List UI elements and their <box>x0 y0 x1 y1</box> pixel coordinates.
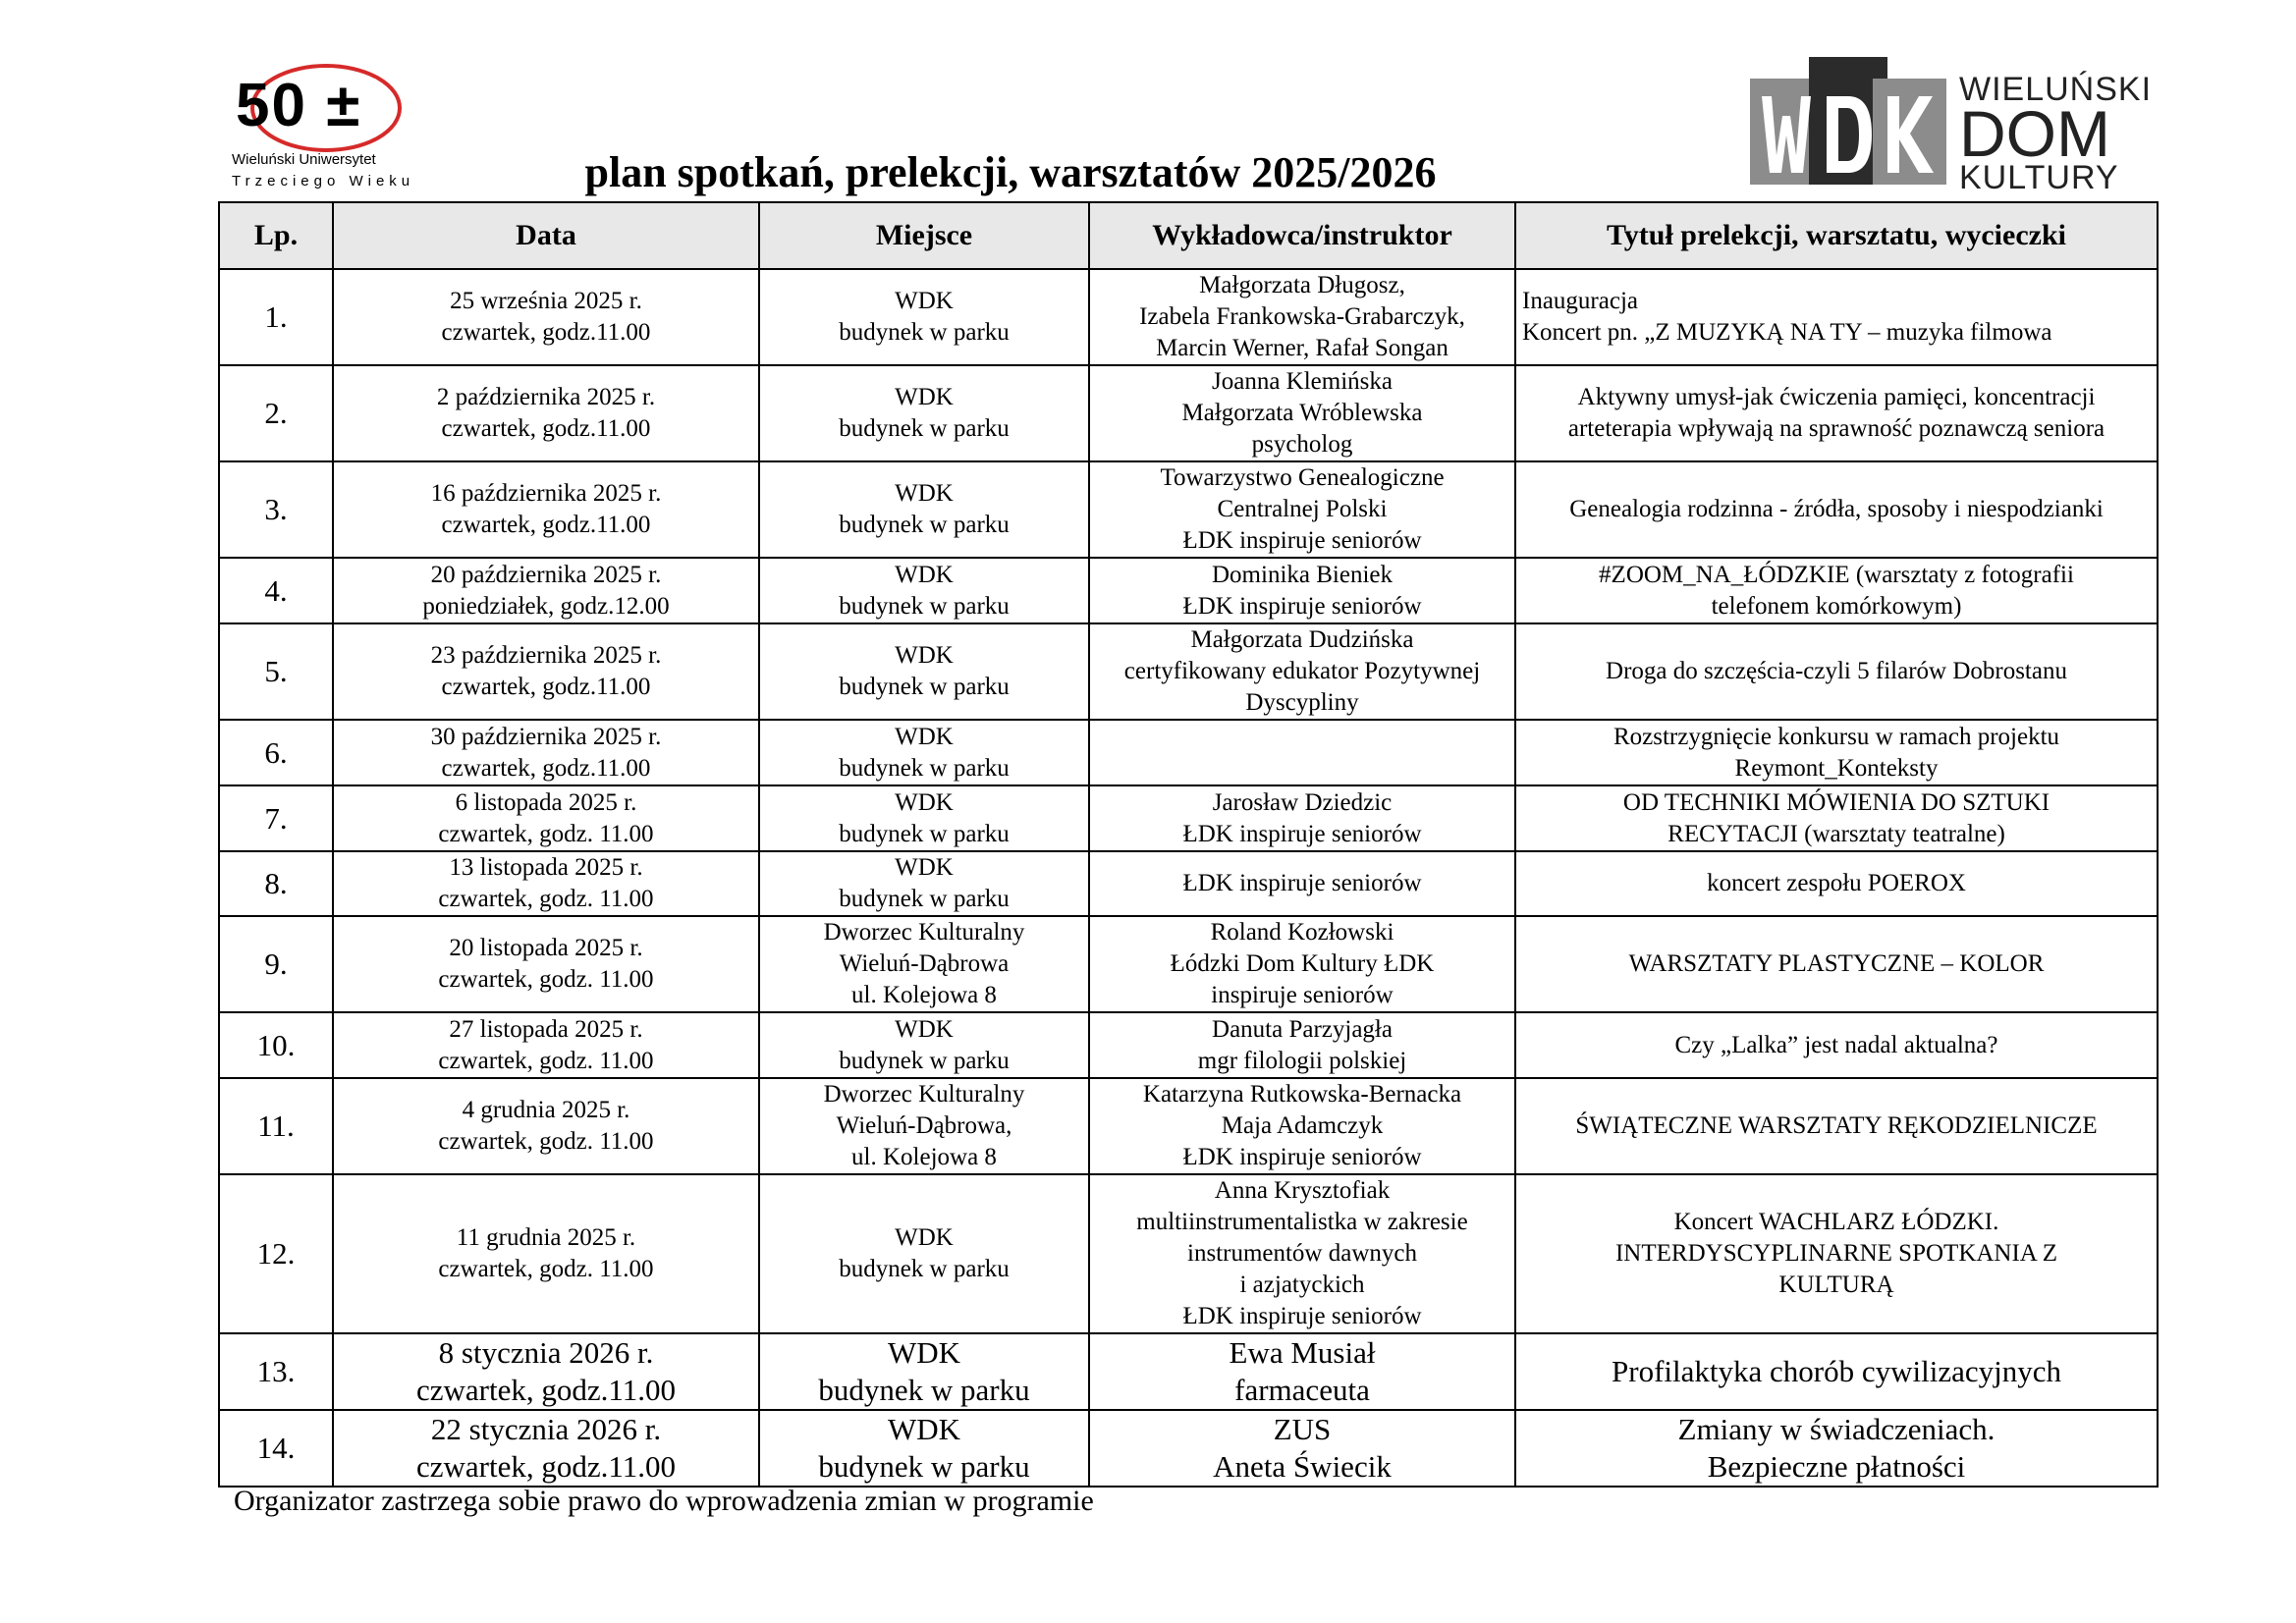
cell-place-line: budynek w parku <box>839 1047 1010 1074</box>
cell-place-line: WDK <box>895 384 954 410</box>
cell-lecturer-line: mgr filologii polskiej <box>1197 1047 1407 1074</box>
cell-lecturer <box>1089 851 1515 916</box>
cell-lecturer-line: ŁDK inspiruje seniorów <box>1182 592 1422 620</box>
cell-date <box>333 1078 759 1174</box>
cell-topic-line: OD TECHNIKI MÓWIENIA DO SZTUKI <box>1622 788 2050 816</box>
cell-lp: 1. <box>219 269 333 365</box>
cell-place-line: WDK <box>895 480 954 507</box>
page-title-text: plan spotkań, prelekcji, warsztatów 2025/2026 <box>584 148 1437 196</box>
cell-lecturer-line: Marcin Werner, Rafał Songan <box>1156 335 1449 361</box>
cell-topic-line: telefonem komórkowym) <box>1711 592 1962 620</box>
cell-topic <box>1515 558 2158 623</box>
table-row <box>219 1174 2158 1333</box>
cell-topic-line: RECYTACJI (warsztaty teatralne) <box>1667 820 2005 847</box>
cell-date <box>333 1333 759 1410</box>
cell-date-line: czwartek, godz. 11.00 <box>438 820 654 847</box>
cell-place-line: WDK <box>895 788 954 816</box>
cell-lecturer-line: ŁDK inspiruje seniorów <box>1182 1144 1422 1170</box>
cell-place-line: Wieluń-Dąbrowa <box>839 950 1010 977</box>
cell-lecturer <box>1089 365 1515 461</box>
wdk-logo-line1: WIELUŃSKI <box>1959 71 2153 108</box>
cell-topic <box>1515 623 2158 720</box>
cell-lecturer-line: instrumentów dawnych <box>1187 1240 1417 1267</box>
cell-date <box>333 461 759 558</box>
cell-place-line: budynek w parku <box>818 1373 1030 1407</box>
cell-lecturer-line: i azjatyckich <box>1239 1271 1365 1298</box>
header-date: Data <box>333 202 759 269</box>
cell-lecturer-line: Centralnej Polski <box>1217 496 1388 522</box>
cell-place-line: Wieluń-Dąbrowa, <box>836 1112 1012 1139</box>
cell-topic-line: Aktywny umysł-jak ćwiczenia pamięci, koncentracji <box>1577 384 2096 410</box>
cell-place <box>759 1333 1089 1410</box>
cell-lecturer-line: Izabela Frankowska-Grabarczyk, <box>1139 303 1465 330</box>
wdk-logo-line3: KULTURY <box>1959 159 2119 196</box>
cell-place <box>759 851 1089 916</box>
table-row <box>219 1333 2158 1410</box>
cell-lecturer-line: multiinstrumentalistka w zakresie <box>1136 1209 1468 1235</box>
cell-date-line: 8 stycznia 2026 r. <box>438 1335 654 1370</box>
cell-place <box>759 461 1089 558</box>
table-row <box>219 785 2158 851</box>
header-place: Miejsce <box>759 202 1089 269</box>
cell-date <box>333 785 759 851</box>
cell-date-line: czwartek, godz. 11.00 <box>438 966 654 993</box>
cell-date-line: czwartek, godz. 11.00 <box>438 1256 654 1282</box>
table-row <box>219 461 2158 558</box>
cell-topic <box>1515 1333 2158 1410</box>
cell-lecturer-line: Małgorzata Wróblewska <box>1181 400 1423 426</box>
cell-lecturer-line: Dominika Bieniek <box>1212 561 1393 588</box>
cell-topic <box>1515 269 2158 365</box>
cell-lp: 12. <box>219 1174 333 1333</box>
cell-lp: 4. <box>219 558 333 623</box>
cell-date <box>333 1410 759 1487</box>
cell-topic-line: Koncert pn. „Z MUZYKĄ NA TY – muzyka filmowa <box>1522 319 2052 346</box>
cell-date-line: 20 listopada 2025 r. <box>449 935 643 961</box>
cell-lecturer-line: ŁDK inspiruje seniorów <box>1182 1303 1422 1329</box>
cell-date <box>333 623 759 720</box>
cell-lecturer <box>1089 1078 1515 1174</box>
cell-lp: 7. <box>219 785 333 851</box>
cell-lp: 10. <box>219 1012 333 1078</box>
cell-topic-line: Koncert WACHLARZ ŁÓDZKI. <box>1673 1209 1999 1235</box>
cell-lecturer-line: ŁDK inspiruje seniorów <box>1182 870 1422 896</box>
cell-topic-line: WARSZTATY PLASTYCZNE – KOLOR <box>1628 950 2045 977</box>
cell-topic-line: koncert zespołu POEROX <box>1707 870 1966 896</box>
cell-date-line: czwartek, godz.11.00 <box>441 754 651 782</box>
cell-date <box>333 916 759 1012</box>
cell-topic <box>1515 1078 2158 1174</box>
table-row <box>219 269 2158 365</box>
cell-date-line: 22 stycznia 2026 r. <box>430 1412 662 1446</box>
cell-place-line: WDK <box>895 642 954 669</box>
cell-lecturer-line: Katarzyna Rutkowska-Bernacka <box>1142 1081 1462 1108</box>
cell-date-line: 20 października 2025 r. <box>430 561 662 588</box>
table-row <box>219 916 2158 1012</box>
cell-lp: 13. <box>219 1333 333 1410</box>
cell-lp: 14. <box>219 1410 333 1487</box>
cell-lecturer <box>1089 785 1515 851</box>
cell-lecturer <box>1089 461 1515 558</box>
cell-place <box>759 1174 1089 1333</box>
cell-place <box>759 1078 1089 1174</box>
cell-date-line: czwartek, godz.11.00 <box>441 512 651 538</box>
cell-lecturer-line: Joanna Klemińska <box>1212 368 1393 395</box>
cell-date-line: 11 grudnia 2025 r. <box>456 1224 636 1251</box>
cell-topic-line: Czy „Lalka” jest nadal aktualna? <box>1674 1031 1998 1058</box>
header-lecturer: Wykładowca/instruktor <box>1089 202 1515 269</box>
cell-lecturer <box>1089 269 1515 365</box>
cell-date-line: 16 października 2025 r. <box>430 480 662 507</box>
cell-place-line: budynek w parku <box>839 820 1010 847</box>
cell-lecturer-line: Aneta Świecik <box>1213 1449 1392 1484</box>
cell-place-line: budynek w parku <box>839 592 1010 620</box>
cell-lp: 6. <box>219 720 333 785</box>
wdk-logo-line2: DOM <box>1959 97 2110 170</box>
table-row <box>219 1012 2158 1078</box>
cell-place-line: budynek w parku <box>839 886 1010 912</box>
footer-note: Organizator zastrzega sobie prawo do wprowadzenia zmian w programie <box>234 1485 1094 1517</box>
cell-topic-line: Genealogia rodzinna - źródła, sposoby i niespodzianki <box>1569 496 2104 522</box>
cell-date-line: 25 września 2025 r. <box>450 288 642 314</box>
cell-topic-line: Zmiany w świadczeniach. <box>1677 1412 1995 1446</box>
cell-date-line: 2 października 2025 r. <box>436 384 656 410</box>
cell-lecturer-line: ŁDK inspiruje seniorów <box>1182 527 1422 554</box>
cell-lecturer-line: Małgorzata Długosz, <box>1199 272 1405 298</box>
cell-date-line: 23 października 2025 r. <box>430 642 662 669</box>
cell-date-line: 4 grudnia 2025 r. <box>462 1097 630 1123</box>
table-header-row <box>219 202 2158 269</box>
cell-lecturer-line: ZUS <box>1273 1412 1332 1446</box>
cell-topic-line: Bezpieczne płatności <box>1707 1449 1966 1484</box>
cell-place-line: Dworzec Kulturalny <box>823 1081 1025 1108</box>
table-row <box>219 558 2158 623</box>
cell-topic-line: #ZOOM_NA_ŁÓDZKIE (warsztaty z fotografii <box>1599 561 2074 588</box>
cell-place-line: WDK <box>887 1335 961 1370</box>
table-row <box>219 1410 2158 1487</box>
cell-topic <box>1515 1174 2158 1333</box>
cell-topic-line: INTERDYSCYPLINARNE SPOTKANIA Z <box>1614 1240 2057 1267</box>
logo-text-line1: Wieluński Uniwersytet <box>232 151 376 168</box>
cell-lecturer-line: farmaceuta <box>1234 1373 1370 1407</box>
cell-place-line: WDK <box>895 854 954 881</box>
header-lp: Lp. <box>219 202 333 269</box>
cell-date-line: 27 listopada 2025 r. <box>449 1015 643 1043</box>
cell-lecturer-line: inspiruje seniorów <box>1211 982 1394 1008</box>
cell-lp: 9. <box>219 916 333 1012</box>
cell-date <box>333 365 759 461</box>
cell-date-line: 30 października 2025 r. <box>430 723 662 750</box>
cell-date-line: czwartek, godz.11.00 <box>416 1373 676 1407</box>
cell-place-line: Dworzec Kulturalny <box>823 919 1025 946</box>
cell-date <box>333 1174 759 1333</box>
cell-date-line: czwartek, godz.11.00 <box>416 1449 676 1484</box>
cell-lecturer-line: Ewa Musiał <box>1229 1335 1376 1370</box>
cell-place <box>759 623 1089 720</box>
cell-topic-line: Inauguracja <box>1522 288 1638 314</box>
cell-place <box>759 916 1089 1012</box>
cell-lecturer-line: Anna Krysztofiak <box>1214 1177 1391 1204</box>
cell-topic-line: KULTURĄ <box>1778 1271 1894 1298</box>
cell-topic <box>1515 916 2158 1012</box>
cell-place-line: WDK <box>895 1224 954 1251</box>
cell-lecturer-line: Roland Kozłowski <box>1210 919 1394 946</box>
cell-place-line: budynek w parku <box>818 1449 1030 1484</box>
cell-place <box>759 785 1089 851</box>
cell-lp: 5. <box>219 623 333 720</box>
cell-topic-line: Profilaktyka chorób cywilizacyjnych <box>1612 1354 2061 1388</box>
table-row <box>219 623 2158 720</box>
cell-lecturer <box>1089 558 1515 623</box>
cell-topic-line: ŚWIĄTECZNE WARSZTATY RĘKODZIELNICZE <box>1575 1112 2098 1139</box>
cell-place-line: ul. Kolejowa 8 <box>851 982 997 1008</box>
cell-topic-line: Rozstrzygnięcie konkursu w ramach projektu <box>1613 723 2060 750</box>
cell-topic <box>1515 720 2158 785</box>
cell-date <box>333 720 759 785</box>
cell-place <box>759 720 1089 785</box>
cell-lecturer-line: psycholog <box>1251 431 1353 458</box>
table-row <box>219 1078 2158 1174</box>
cell-topic <box>1515 851 2158 916</box>
cell-date-line: czwartek, godz.11.00 <box>441 319 651 346</box>
logo-text-line2: Trzeciego Wieku <box>232 173 415 189</box>
cell-lecturer-line: ŁDK inspiruje seniorów <box>1182 820 1422 847</box>
cell-topic-line: Reymont_Konteksty <box>1734 754 1939 782</box>
cell-topic-line: arteterapia wpływają na sprawność poznawczą seniora <box>1567 415 2105 442</box>
cell-place <box>759 558 1089 623</box>
cell-date-line: czwartek, godz.11.00 <box>441 415 651 442</box>
cell-date <box>333 558 759 623</box>
cell-place-line: WDK <box>895 1015 954 1043</box>
cell-date-line: 6 listopada 2025 r. <box>455 788 637 816</box>
cell-lp: 2. <box>219 365 333 461</box>
schedule-table <box>218 201 2159 1488</box>
page-title <box>0 147 2296 197</box>
cell-lecturer-line: Łódzki Dom Kultury ŁDK <box>1170 950 1435 977</box>
header-topic: Tytuł prelekcji, warsztatu, wycieczki <box>1515 202 2158 269</box>
cell-date-line: czwartek, godz. 11.00 <box>438 886 654 912</box>
cell-lp: 8. <box>219 851 333 916</box>
cell-place-line: ul. Kolejowa 8 <box>851 1144 997 1170</box>
cell-lecturer <box>1089 623 1515 720</box>
table-row <box>219 720 2158 785</box>
table-row <box>219 365 2158 461</box>
cell-date <box>333 1012 759 1078</box>
cell-date-line: poniedziałek, godz.12.00 <box>422 592 670 620</box>
cell-place-line: WDK <box>895 723 954 750</box>
cell-lecturer-line: Małgorzata Dudzińska <box>1190 626 1414 653</box>
cell-place-line: WDK <box>895 561 954 588</box>
cell-date-line: czwartek, godz. 11.00 <box>438 1047 654 1074</box>
cell-topic <box>1515 365 2158 461</box>
cell-place-line: budynek w parku <box>839 319 1010 346</box>
cell-place-line: budynek w parku <box>839 512 1010 538</box>
cell-lecturer <box>1089 916 1515 1012</box>
cell-date-line: 13 listopada 2025 r. <box>449 854 643 881</box>
cell-lecturer <box>1089 1333 1515 1410</box>
cell-lp: 11. <box>219 1078 333 1174</box>
cell-place <box>759 269 1089 365</box>
cell-topic-line: Droga do szczęścia-czyli 5 filarów Dobrostanu <box>1606 658 2067 684</box>
cell-place <box>759 365 1089 461</box>
cell-lecturer-line: Towarzystwo Genealogiczne <box>1160 464 1445 491</box>
cell-place-line: budynek w parku <box>839 674 1010 700</box>
cell-place-line: budynek w parku <box>839 1256 1010 1282</box>
cell-place-line: budynek w parku <box>839 754 1010 782</box>
cell-place <box>759 1410 1089 1487</box>
cell-lp: 3. <box>219 461 333 558</box>
cell-lecturer-line: Jarosław Dziedzic <box>1212 788 1393 816</box>
cell-topic <box>1515 461 2158 558</box>
cell-date <box>333 851 759 916</box>
cell-lecturer-line: Dyscypliny <box>1245 689 1359 716</box>
table-row <box>219 851 2158 916</box>
cell-place-line: WDK <box>895 288 954 314</box>
cell-topic <box>1515 1410 2158 1487</box>
cell-topic <box>1515 785 2158 851</box>
cell-lecturer-line: certyfikowany edukator Pozytywnej <box>1123 658 1481 684</box>
cell-place <box>759 1012 1089 1078</box>
cell-lecturer-line: Maja Adamczyk <box>1221 1112 1384 1139</box>
cell-lecturer <box>1089 1012 1515 1078</box>
cell-topic <box>1515 1012 2158 1078</box>
cell-lecturer <box>1089 1410 1515 1487</box>
cell-lecturer <box>1089 720 1515 785</box>
cell-place-line: budynek w parku <box>839 415 1010 442</box>
logo-number: 50 ± <box>236 72 362 139</box>
cell-lecturer <box>1089 1174 1515 1333</box>
cell-date-line: czwartek, godz.11.00 <box>441 674 651 700</box>
cell-date-line: czwartek, godz. 11.00 <box>438 1128 654 1155</box>
cell-place-line: WDK <box>887 1412 961 1446</box>
cell-lecturer-line: Danuta Parzyjagła <box>1212 1015 1393 1043</box>
cell-date <box>333 269 759 365</box>
